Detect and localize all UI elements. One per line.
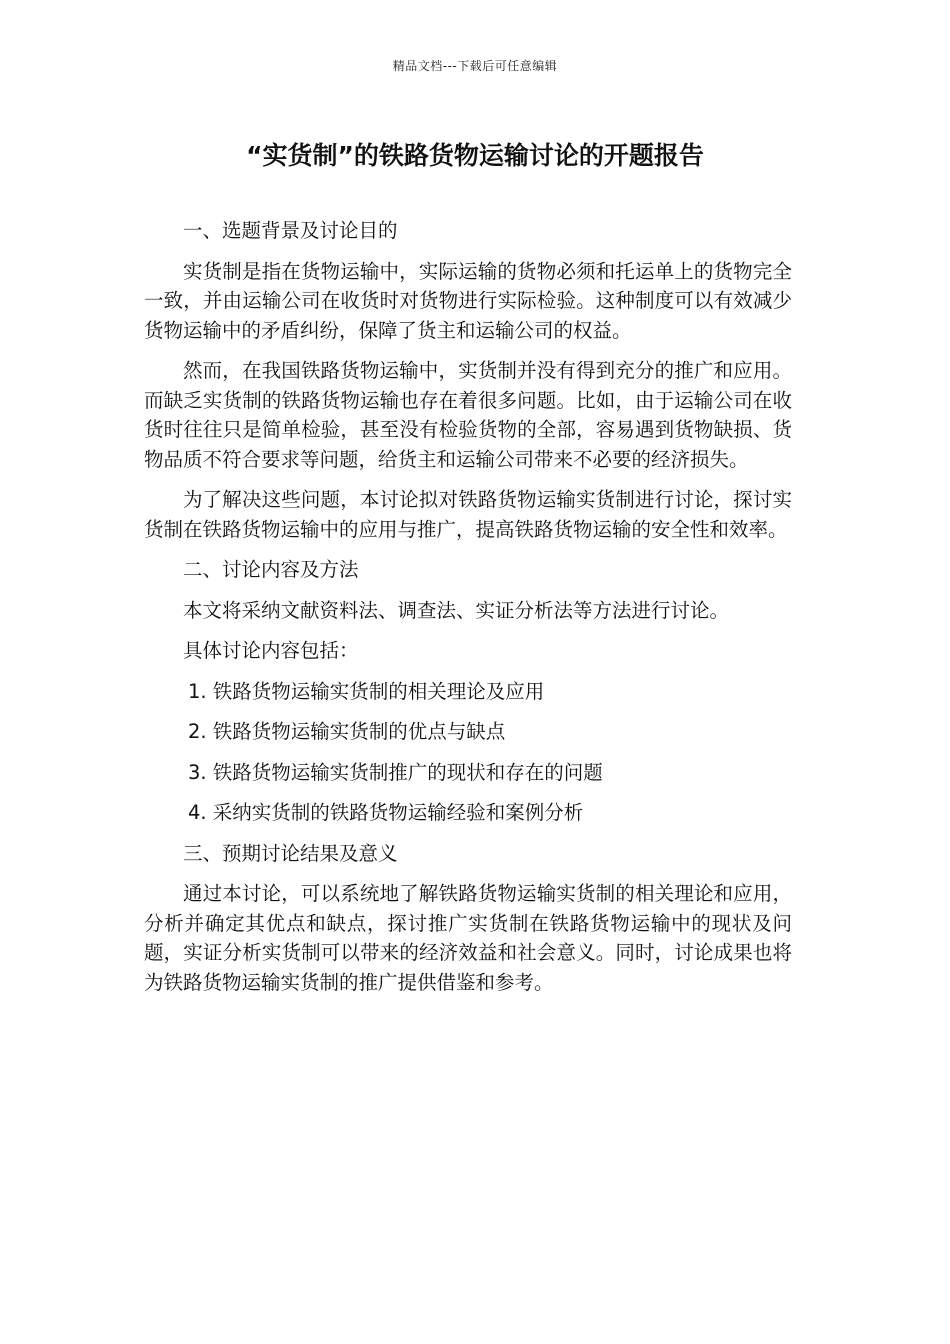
page-header-note: 精品文档---下载后可任意编辑 [392, 59, 558, 73]
section-1-paragraph-3: 为了解决这些问题，本讨论拟对铁路货物运输实货制进行讨论，探讨实货制在铁路货物运输中的应用与推广，提高铁路货物运输的安全性和效率。 [144, 488, 792, 541]
section-1-paragraph-2: 然而，在我国铁路货物运输中，实货制并没有得到充分的推广和应用。而缺乏实货制的铁路货物运输也存在着很多问题。比如，由于运输公司在收货时往往只是简单检验，甚至没有检验货物的全部，容易遇到货物缺损、货物品质不符合要求等问题，给货主和运输公司带来不必要的经济损失。 [144, 359, 792, 471]
section-1-paragraph-1: 实货制是指在货物运输中，实际运输的货物必须和托运单上的货物完全一致，并由运输公司在收货时对货物进行实际检验。这种制度可以有效减少货物运输中的矛盾纠纷，保障了货主和运输公司的权益。 [144, 259, 792, 342]
list-item: 4. 采纳实货制的铁路货物运输经验和案例分析 [188, 801, 584, 824]
section-2-methods: 本文将采纳文献资料法、调查法、实证分析法等方法进行讨论。 [183, 598, 730, 622]
section-1-heading: 一、选题背景及讨论目的 [183, 219, 398, 242]
section-2-intro: 具体讨论内容包括： [183, 639, 359, 662]
list-item: 3. 铁路货物运输实货制推广的现状和存在的问题 [188, 760, 603, 784]
section-2-heading: 二、讨论内容及方法 [183, 558, 359, 581]
section-3-heading: 三、预期讨论结果及意义 [183, 841, 398, 865]
document-title: “实货制”的铁路货物运输讨论的开题报告 [246, 141, 704, 170]
document-body [144, 216, 792, 1008]
list-item: 2. 铁路货物运输实货制的优点与缺点 [188, 720, 506, 743]
section-3-paragraph: 通过本讨论，可以系统地了解铁路货物运输实货制的相关理论和应用，分析并确定其优点和缺点，探讨推广实货制在铁路货物运输中的现状及问题，实证分析实货制可以带来的经济效益和社会意义。同时，讨论成果也将为铁路货物运输实货制的推广提供借鉴和参考。 [144, 882, 792, 994]
list-item: 1. 铁路货物运输实货制的相关理论及应用 [188, 679, 545, 703]
